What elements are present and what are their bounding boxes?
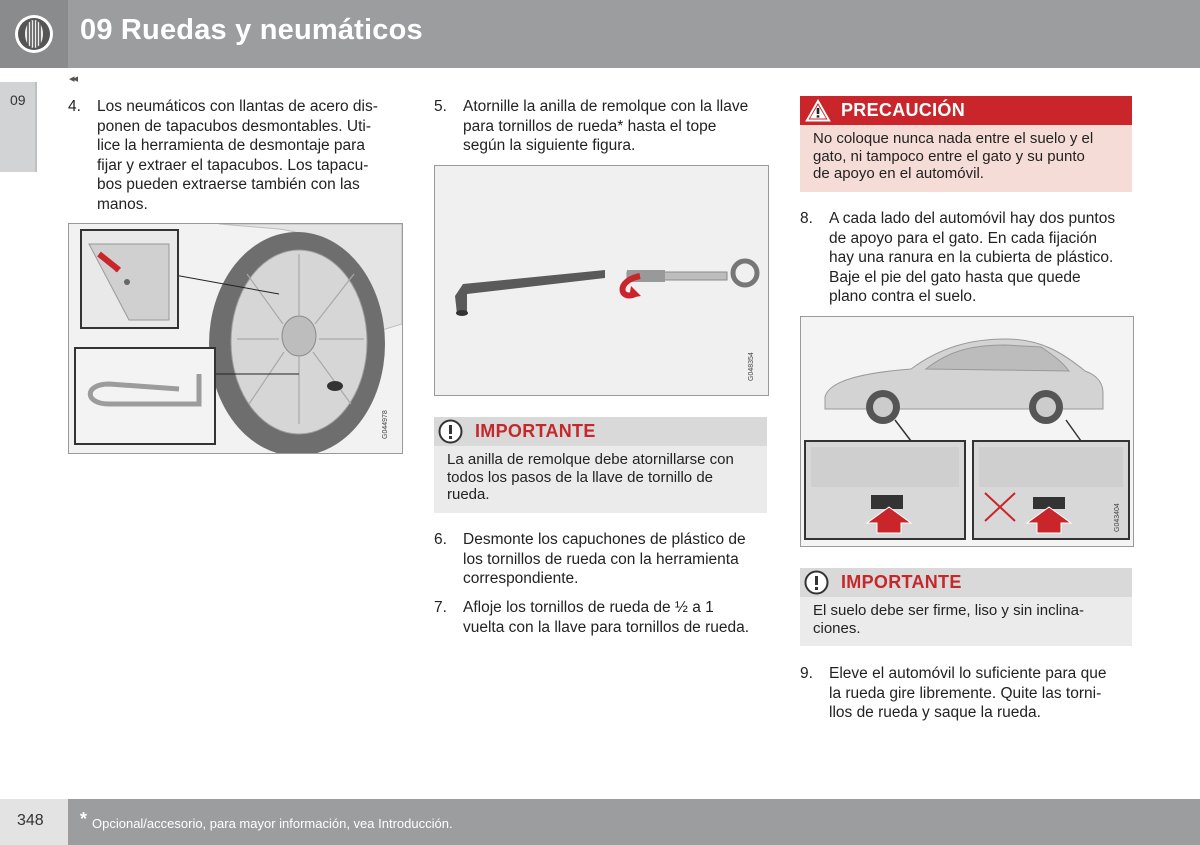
exclamation-icon — [804, 570, 829, 595]
caution-box — [800, 96, 1132, 192]
important-header — [800, 568, 1132, 597]
step-number: 6. — [434, 531, 447, 548]
important-body — [434, 446, 767, 513]
step-number: 7. — [434, 599, 447, 616]
text-line: gato, ni tampoco entre el gato y su punto — [813, 147, 1085, 165]
page-number: 348 — [17, 812, 44, 829]
step-number: 8. — [800, 210, 813, 227]
hubcap-illustration — [69, 224, 402, 453]
warning-triangle-icon — [804, 98, 832, 123]
important-box — [800, 568, 1132, 646]
text-line: hay una ranura en la cubierta de plástico. — [829, 249, 1114, 266]
text-line: Desmonte los capuchones de plástico de — [463, 531, 746, 548]
back-marker: ◂◂ — [69, 73, 77, 85]
tow-eye-illustration — [435, 166, 768, 395]
text-line: correspondiente. — [463, 570, 579, 587]
text-line: llos de rueda y saque la rueda. — [829, 704, 1041, 721]
text-line: según la siguiente figura. — [463, 137, 636, 154]
text-line: bos pueden extraerse también con las — [97, 176, 360, 193]
text-line: No coloque nunca nada entre el suelo y el — [813, 130, 1094, 147]
text-line: A cada lado del automóvil hay dos puntos — [829, 210, 1116, 227]
text-line: de apoyo en el automóvil. — [813, 165, 984, 182]
figure-code: G043404 — [1114, 503, 1121, 532]
text-line: ponen de tapacubos desmontables. Uti- — [97, 117, 372, 135]
tire-icon — [14, 14, 54, 54]
text-line: Afloje los tornillos de rueda de ½ a 1 — [463, 599, 714, 616]
header-icon-block — [0, 0, 68, 68]
important-header — [434, 417, 767, 446]
text-line: Baje el pie del gato hasta que quede — [829, 268, 1081, 286]
caution-body — [800, 125, 1132, 192]
text-line: vuelta con la llave para tornillos de rueda. — [463, 618, 750, 636]
jack-points-illustration — [801, 317, 1133, 546]
important-title: IMPORTANTE — [475, 421, 596, 441]
important-title: IMPORTANTE — [841, 572, 962, 592]
text-line: manos. — [97, 195, 148, 213]
exclamation-icon — [438, 419, 463, 444]
text-line: Eleve el automóvil lo suficiente para que — [829, 665, 1107, 682]
footnote-star: * — [80, 809, 88, 829]
text-line: los tornillos de rueda con la herramienta — [463, 550, 739, 568]
hubcap-figure — [68, 223, 403, 454]
text-line: ciones. — [813, 619, 861, 637]
text-line: para tornillos de rueda* hasta el tope — [463, 117, 717, 135]
step-number: 9. — [800, 665, 813, 682]
text-line: El suelo debe ser firme, liso y sin inclina- — [813, 602, 1084, 619]
figure-code: G044978 — [382, 410, 389, 439]
text-line: Atornille la anilla de remolque con la llave — [463, 98, 749, 115]
figure-code: G048354 — [748, 352, 755, 381]
text-line: fijar y extraer el tapacubos. Los tapacu- — [97, 156, 369, 174]
tow-eye-figure — [434, 165, 769, 396]
text-line: la rueda gire libremente. Quite las torni- — [829, 684, 1102, 702]
text-line: lice la herramienta de desmontaje para — [97, 137, 365, 154]
step-number: 5. — [434, 98, 447, 115]
chapter-title: 09 Ruedas y neumáticos — [80, 14, 423, 46]
caution-header — [800, 96, 1132, 125]
text-line: plano contra el suelo. — [829, 288, 977, 305]
text-line: todos los pasos de la llave de tornillo de — [447, 468, 714, 486]
caution-title: PRECAUCIÓN — [841, 100, 966, 120]
text-line: de apoyo para el gato. En cada fijación — [829, 229, 1097, 247]
jack-points-figure — [800, 316, 1134, 547]
step-number: 4. — [68, 98, 81, 115]
chapter-tab-label: 09 — [10, 92, 26, 108]
text-line: Los neumáticos con llantas de acero dis- — [97, 98, 378, 115]
important-box — [434, 417, 767, 513]
text-line: La anilla de remolque debe atornillarse con — [447, 451, 734, 468]
text-line: rueda. — [447, 486, 490, 503]
footnote: Opcional/accesorio, para mayor información, vea Introducción. — [92, 816, 453, 831]
important-body — [800, 597, 1132, 646]
